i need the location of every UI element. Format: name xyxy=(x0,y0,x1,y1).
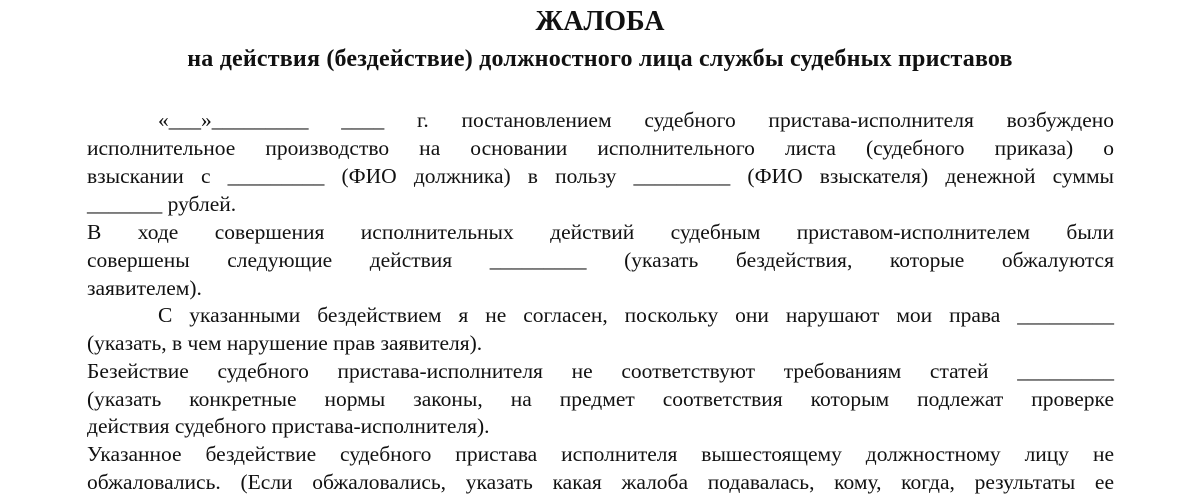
text-line-9: (указать, в чем нарушение прав заявителя). xyxy=(87,331,483,355)
text-line-5: В ходе совершения исполнительных действий судебным приставом-исполнителем были xyxy=(87,220,1114,244)
document-subtitle: на действия (бездействие) должностного лица службы судебных приставов xyxy=(187,46,1013,72)
text-line-11: (указать конкретные нормы законы, на предмет соответствия которым подлежат проверке xyxy=(87,387,1114,411)
text-line-14: обжаловались. (Если обжаловались, указать какая жалоба подавалась, кому, когда, результаты ее xyxy=(87,470,1114,494)
text-line-12: действия судебного пристава-исполнителя). xyxy=(87,414,490,438)
text-line-2: исполнительное производство на основании исполнительного листа (судебного приказа) о xyxy=(87,136,1114,160)
text-line-1: «___»_________ ____ г. постановлением судебного пристава-исполнителя возбуждено xyxy=(158,108,1114,132)
text-line-3: взыскании с _________ (ФИО должника) в пользу _________ (ФИО взыскателя) денежной суммы xyxy=(87,164,1114,188)
text-line-8: С указанными бездействием я не согласен, поскольку они нарушают мои права _________ xyxy=(158,303,1114,327)
document-title: ЖАЛОБА xyxy=(535,6,665,37)
text-line-10: Безействие судебного пристава-исполнителя не соответствуют требованиям статей _________ xyxy=(87,359,1114,383)
text-line-6: совершены следующие действия _________ (указать бездействия, которые обжалуются xyxy=(87,248,1114,272)
text-line-7: заявителем). xyxy=(87,276,202,300)
text-line-13: Указанное бездействие судебного пристава исполнителя вышестоящему должностному лицу не xyxy=(87,442,1114,466)
text-line-4: _______ рублей. xyxy=(87,192,237,216)
